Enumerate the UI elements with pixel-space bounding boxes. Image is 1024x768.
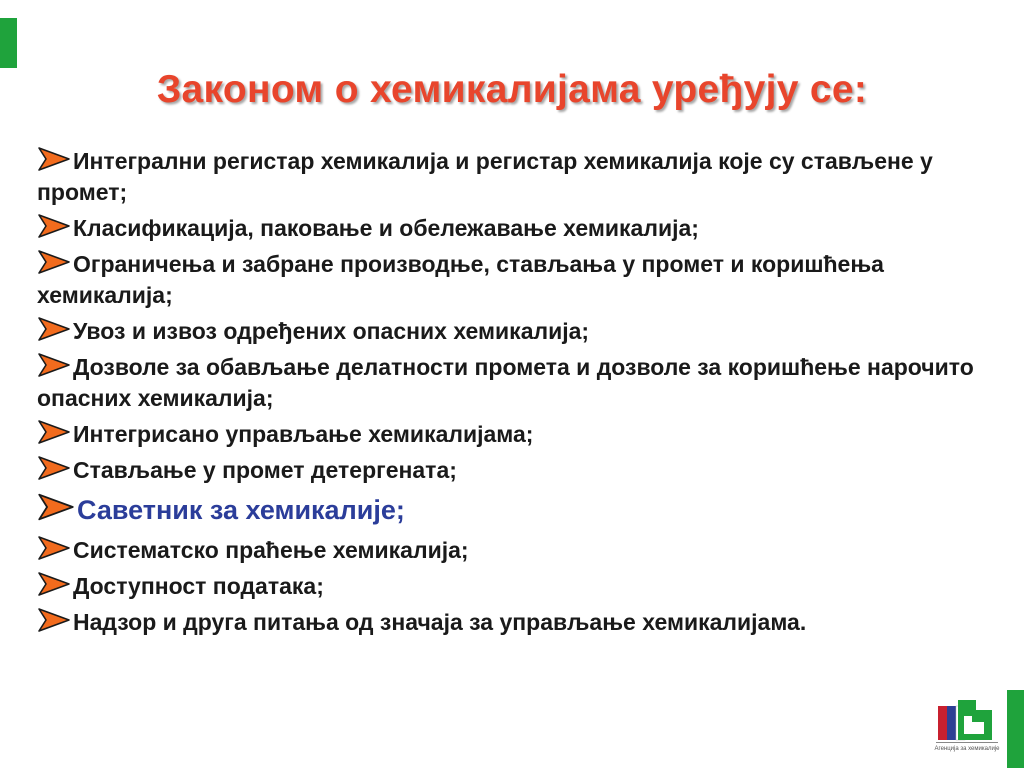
agency-logo-icon — [936, 696, 998, 750]
list-item-text: Интегрални регистар хемикалија и регистар хемикалија које су стављене у промет; — [37, 148, 933, 205]
list-item-text: Надзор и друга питања од значаја за управљање хемикалијама. — [73, 609, 807, 635]
list-item — [37, 571, 987, 602]
list-item-text: Класификација, паковање и обележавање хемикалија; — [73, 215, 699, 241]
arrowhead-bullet-icon — [37, 316, 71, 342]
list-item-text: Доступност података; — [73, 573, 324, 599]
list-item — [37, 249, 987, 311]
arrowhead-bullet-icon — [37, 213, 71, 239]
list-item-highlighted — [37, 491, 987, 529]
list-item — [37, 213, 987, 244]
arrowhead-bullet-icon — [37, 146, 71, 172]
list-item — [37, 146, 987, 208]
list-item-text: Дозволе за обављање делатности промета и дозволе за коришћење нарочито опасних хемикалија; — [37, 354, 974, 411]
list-item-text: Саветник за хемикалије; — [77, 495, 405, 525]
list-item — [37, 419, 987, 450]
slide-title: Законом о хемикалијама уређују се: — [156, 68, 868, 111]
logo-caption: Агенција за хемикалије — [934, 746, 1000, 752]
arrowhead-bullet-icon — [37, 492, 75, 522]
arrowhead-bullet-icon — [37, 455, 71, 481]
arrowhead-bullet-icon — [37, 535, 71, 561]
list-item-text: Стављање у промет детергената; — [73, 457, 457, 483]
list-item — [37, 352, 987, 414]
list-item — [37, 607, 987, 638]
arrowhead-bullet-icon — [37, 419, 71, 445]
list-item-text: Ограничења и забране производње, стављања у промет и коришћења хемикалија; — [37, 251, 884, 308]
arrowhead-bullet-icon — [37, 352, 71, 378]
green-accent-bar-right — [1007, 690, 1024, 768]
list-item — [37, 455, 987, 486]
arrowhead-bullet-icon — [37, 571, 71, 597]
list-item-text: Интегрисано управљање хемикалијама; — [73, 421, 534, 447]
green-accent-bar-left — [0, 18, 17, 68]
bullet-list — [37, 146, 987, 643]
list-item-text: Систематско праћење хемикалија; — [73, 537, 469, 563]
list-item — [37, 535, 987, 566]
arrowhead-bullet-icon — [37, 607, 71, 633]
list-item-text: Увоз и извоз одређених опасних хемикалија; — [73, 318, 590, 344]
list-item — [37, 316, 987, 347]
arrowhead-bullet-icon — [37, 249, 71, 275]
